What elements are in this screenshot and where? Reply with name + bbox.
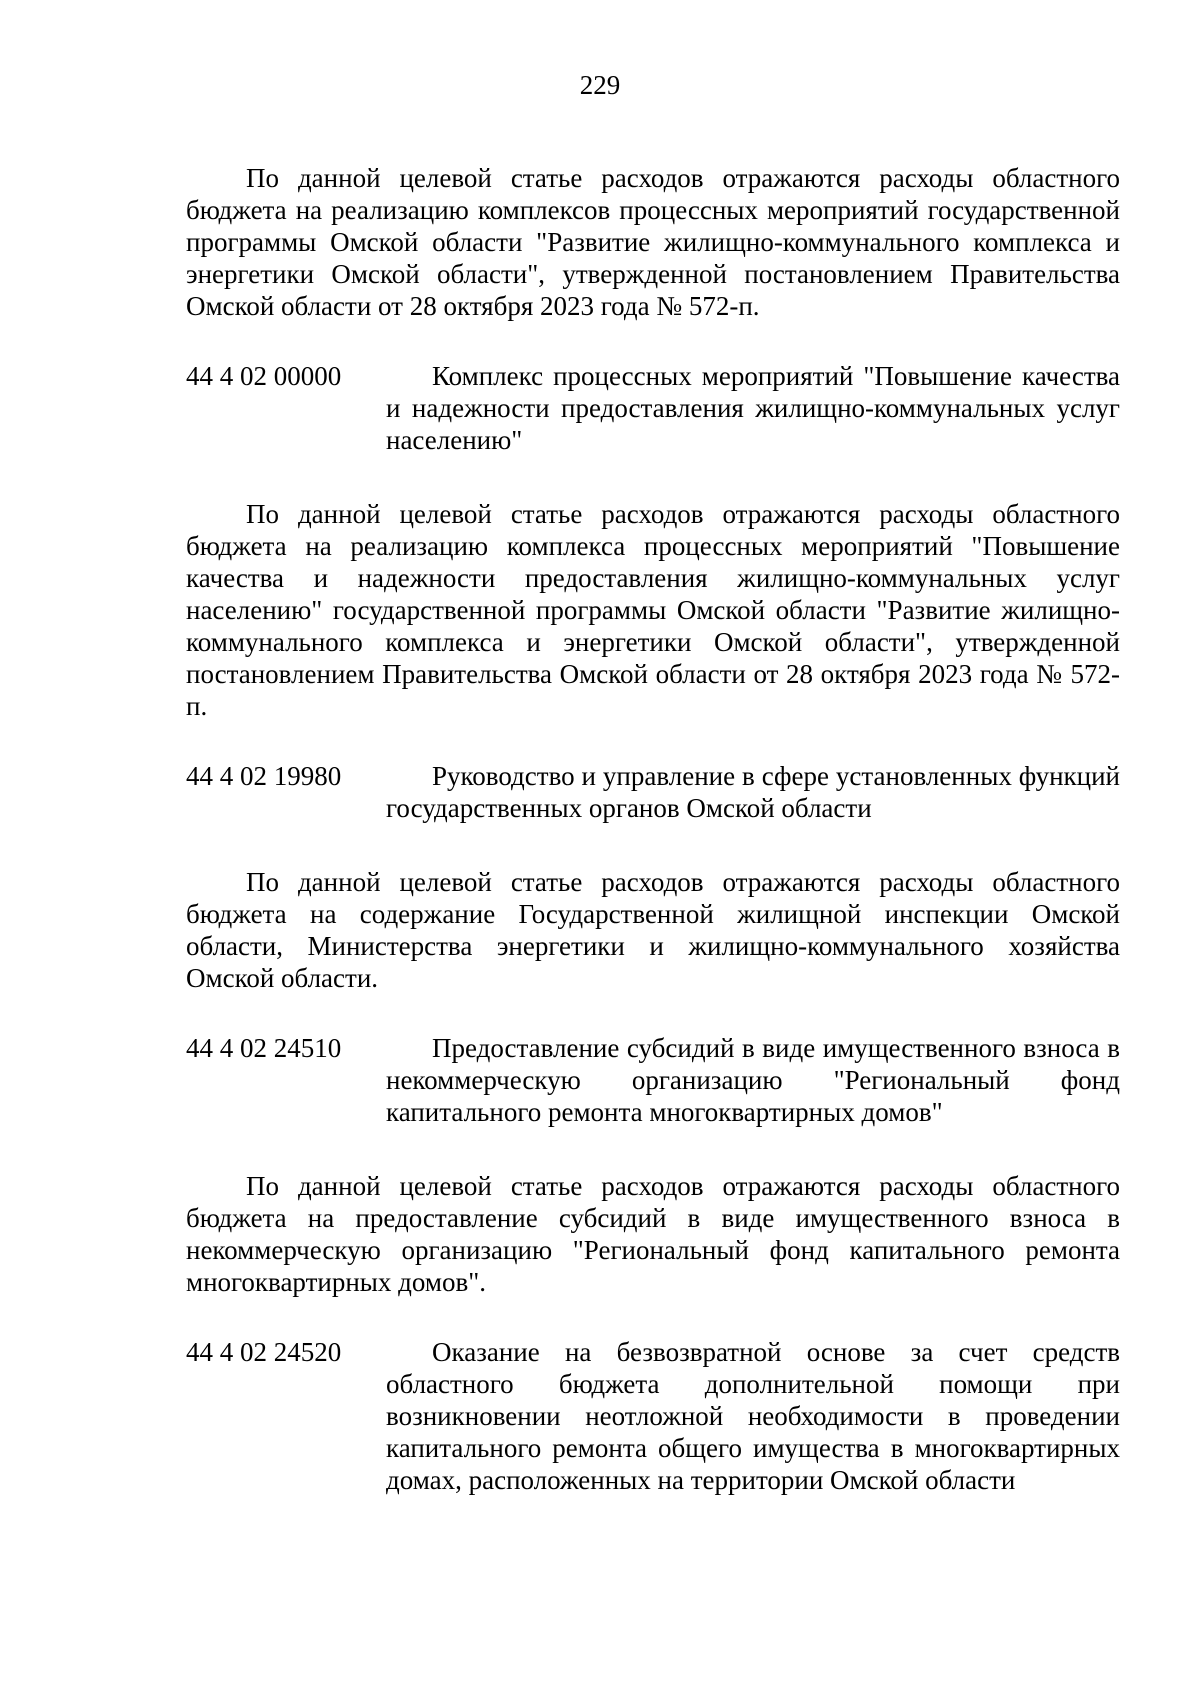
budget-entry-title: Оказание на безвозвратной основе за счет средств областного бюджета дополнительной помощи при возникновении неотложной необходимости в проведении капитального ремонта общего имущества в многоквартирных домах, расположенных на территории Омской области xyxy=(386,1337,1120,1495)
budget-entry-44-4-02-19980 xyxy=(186,760,1120,824)
budget-entry-44-4-02-24510 xyxy=(186,1032,1120,1128)
budget-entry-44-4-02-00000 xyxy=(186,360,1120,456)
budget-entry-description: По данной целевой статье расходов отражаются расходы областного бюджета на предоставление субсидий в виде имущественного взноса в некоммерческую организацию "Региональный фонд капитального ремонта многоквартирных домов". xyxy=(186,1171,1120,1297)
budget-entry-description: По данной целевой статье расходов отражаются расходы областного бюджета на реализацию комплекса процессных мероприятий "Повышение качества и надежности предоставления жилищно-коммунальных услуг населению" государственной программы Омской области "Развитие жилищно-коммунального комплекса и энергетики Омской области", утвержденной постановлением Правительства Омской области от 28 октября 2023 года № 572-п. xyxy=(186,499,1120,721)
budget-code: 44 4 02 19980 xyxy=(186,761,342,791)
document-body xyxy=(186,162,1120,1496)
page-number: 229 xyxy=(579,70,621,100)
budget-entry-title: Предоставление субсидий в виде имущественного взноса в некоммерческую организацию "Региональный фонд капитального ремонта многоквартирных домов" xyxy=(386,1033,1120,1127)
budget-entry-title: Руководство и управление в сфере установленных функций государственных органов Омской области xyxy=(386,761,1120,823)
budget-entry-description: По данной целевой статье расходов отражаются расходы областного бюджета на содержание Государственной жилищной инспекции Омской области, Министерства энергетики и жилищно-коммунального хозяйства Омской области. xyxy=(186,867,1120,993)
budget-code: 44 4 02 24510 xyxy=(186,1033,342,1063)
budget-code: 44 4 02 00000 xyxy=(186,361,342,391)
budget-code: 44 4 02 24520 xyxy=(186,1337,342,1367)
budget-entry-44-4-02-24520 xyxy=(186,1336,1120,1496)
budget-entry-title: Комплекс процессных мероприятий "Повышение качества и надежности предоставления жилищно-коммунальных услуг населению" xyxy=(386,361,1120,455)
paragraph-intro: По данной целевой статье расходов отражаются расходы областного бюджета на реализацию комплексов процессных мероприятий государственной программы Омской области "Развитие жилищно-коммунального комплекса и энергетики Омской области", утвержденной постановлением Правительства Омской области от 28 октября 2023 года № 572-п. xyxy=(186,163,1120,321)
